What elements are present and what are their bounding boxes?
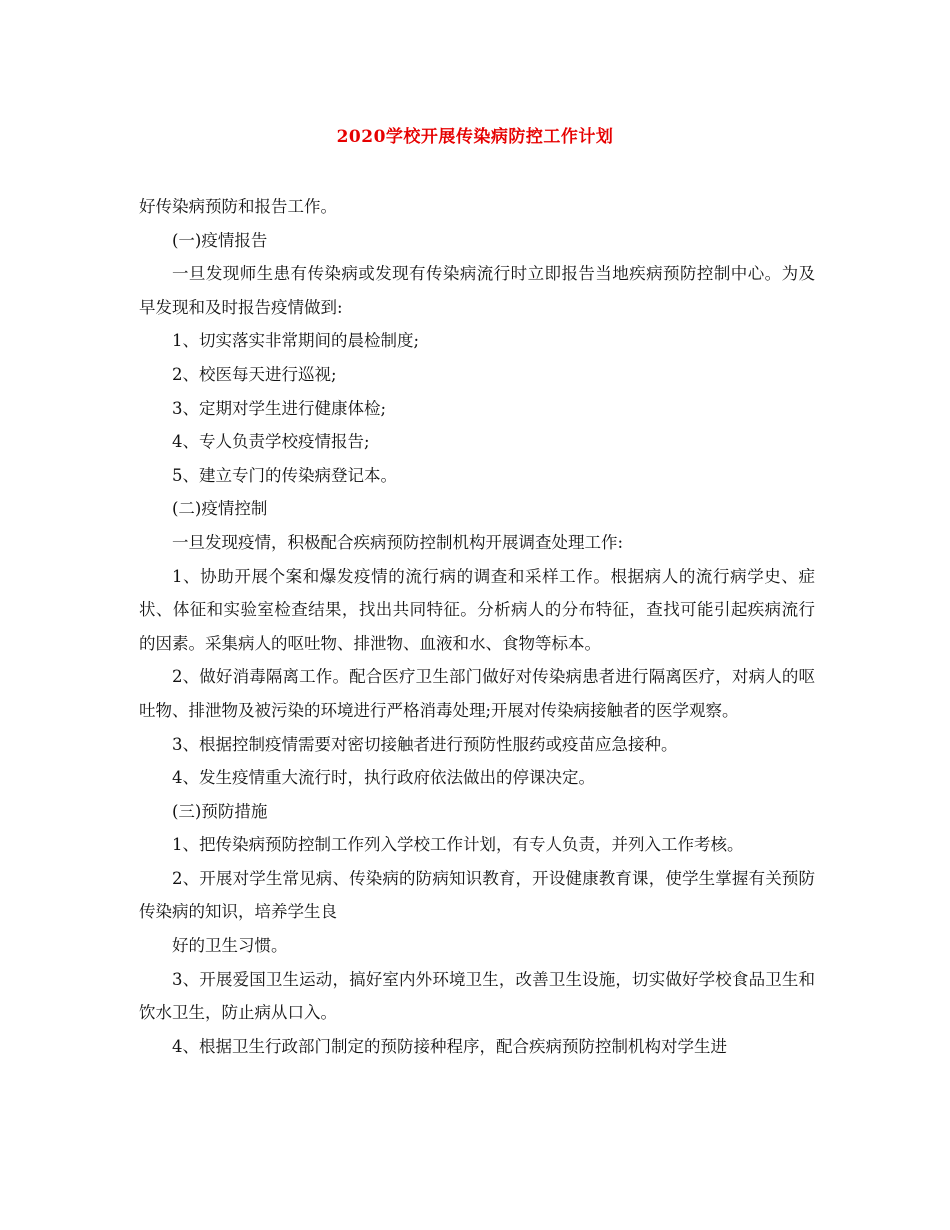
paragraph: 4、专人负责学校疫情报告; [172, 432, 370, 452]
paragraph: (三)预防措施 [172, 801, 268, 821]
paragraph: 好的卫生习惯。 [172, 936, 288, 956]
paragraph: (一)疫情报告 [172, 230, 268, 250]
paragraph: 4、根据卫生行政部门制定的预防接种程序，配合疾病预防控制机构对学生进 [172, 1036, 727, 1056]
paragraph: 3、根据控制疫情需要对密切接触者进行预防性服药或疫苗应急接种。 [172, 734, 678, 754]
paragraph: 1、把传染病预防控制工作列入学校工作计划，有专人负责，并列入工作考核。 [172, 835, 744, 855]
paragraph: 一旦发现师生患有传染病或发现有传染病流行时立即报告当地疾病预防控制中心。为及早发现和及时报告疫情做到: [139, 264, 815, 317]
paragraph: 1、协助开展个案和爆发疫情的流行病的调查和采样工作。根据病人的流行病学史、症状、体征和实验室检查结果，找出共同特征。分析病人的分布特征，查找可能引起疾病流行的因素。采集病人的呕吐物、排泄物、血液和水、食物等标本。 [139, 566, 815, 653]
paragraph: 一旦发现疫情，积极配合疾病预防控制机构开展调查处理工作: [172, 532, 624, 552]
paragraph: 1、切实落实非常期间的晨检制度; [172, 331, 420, 351]
paragraph: 好传染病预防和报告工作。 [139, 197, 337, 216]
paragraph: (二)疫情控制 [172, 499, 268, 519]
document-body [139, 190, 815, 1063]
paragraph: 2、做好消毒隔离工作。配合医疗卫生部门做好对传染病患者进行隔离医疗，对病人的呕吐物、排泄物及被污染的环境进行严格消毒处理;开展对传染病接触者的医学观察。 [139, 667, 815, 720]
paragraph: 2、开展对学生常见病、传染病的防病知识教育，开设健康教育课，使学生掌握有关预防传染病的知识，培养学生良 [139, 868, 815, 922]
paragraph: 5、建立专门的传染病登记本。 [172, 465, 397, 485]
paragraph: 2、校医每天进行巡视; [172, 364, 337, 384]
document-title: 2020学校开展传染病防控工作计划 [336, 127, 614, 147]
paragraph: 3、定期对学生进行健康体检; [172, 398, 387, 418]
paragraph: 3、开展爱国卫生运动，搞好室内外环境卫生，改善卫生设施，切实做好学校食品卫生和饮水卫生，防止病从口入。 [139, 969, 815, 1023]
paragraph: 4、发生疫情重大流行时，执行政府依法做出的停课决定。 [172, 768, 595, 788]
